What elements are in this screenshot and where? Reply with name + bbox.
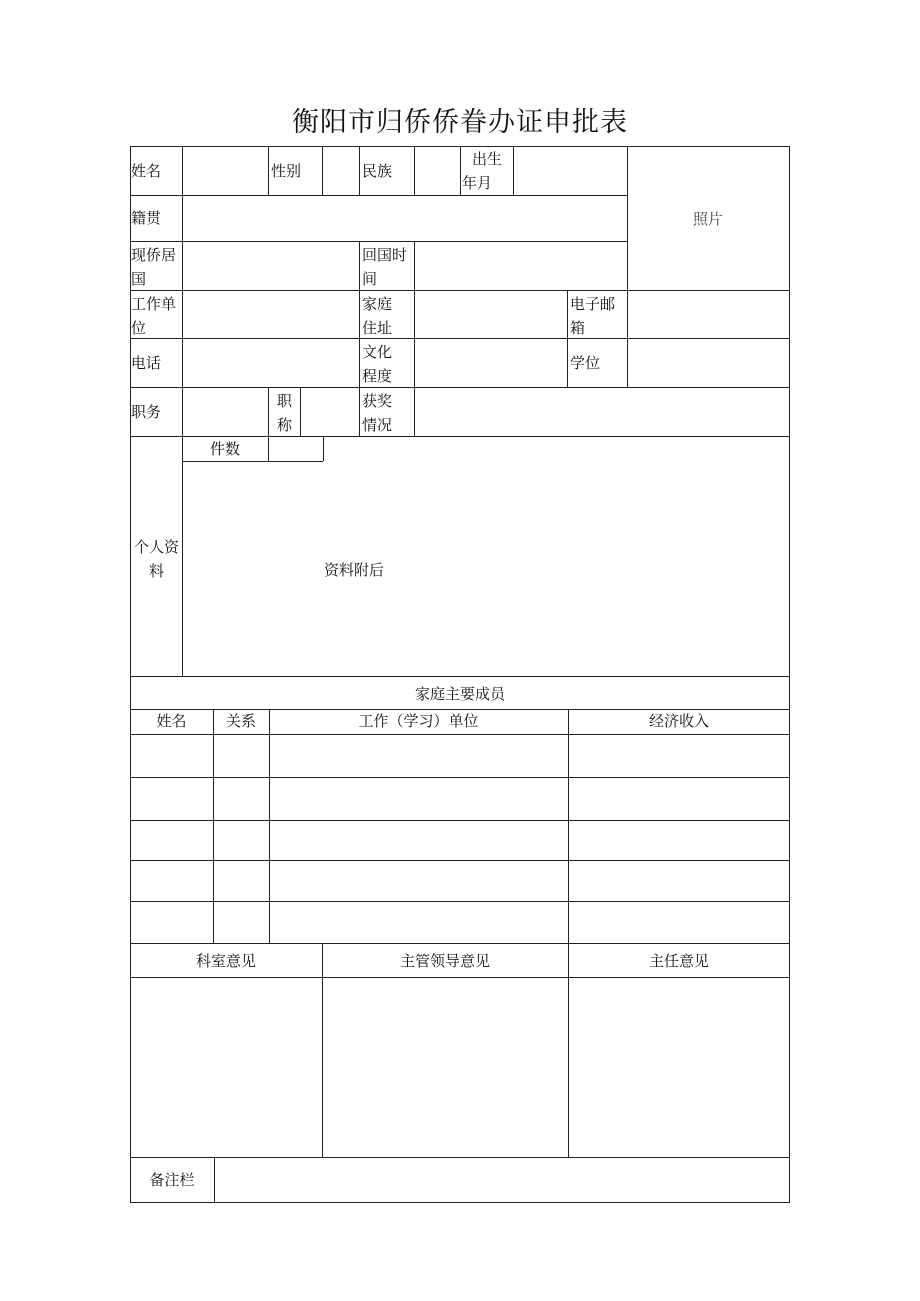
email-label: 电子邮箱 xyxy=(570,295,616,337)
native-place-field[interactable] xyxy=(183,196,627,241)
department-opinion-field[interactable] xyxy=(131,978,322,1157)
family-row[interactable] xyxy=(131,821,789,860)
form-title: 衡阳市归侨侨眷办证申批表 xyxy=(292,107,628,138)
family-col-relation: 关系 xyxy=(225,712,256,730)
ethnicity-field[interactable] xyxy=(415,147,460,195)
director-opinion-label: 主任意见 xyxy=(648,952,709,970)
residence-country-field[interactable] xyxy=(183,242,359,290)
phone-label: 电话 xyxy=(131,354,162,372)
remarks-label: 备注栏 xyxy=(149,1171,195,1189)
family-row[interactable] xyxy=(131,735,789,777)
position-field[interactable] xyxy=(183,388,268,436)
name-label: 姓名 xyxy=(131,162,162,180)
birth-field[interactable] xyxy=(514,147,627,195)
ethnicity-label: 民族 xyxy=(362,162,393,180)
home-address-field[interactable] xyxy=(415,291,567,338)
materials-label: 个人资料 xyxy=(133,538,179,580)
family-row[interactable] xyxy=(131,861,789,901)
leader-opinion-label: 主管领导意见 xyxy=(399,952,490,970)
leader-opinion-field[interactable] xyxy=(323,978,568,1157)
director-opinion-field[interactable] xyxy=(569,978,789,1157)
remarks-field[interactable] xyxy=(215,1158,789,1202)
home-address-label: 家庭住址 xyxy=(362,295,393,337)
return-time-label: 回国时间 xyxy=(362,246,408,288)
family-row[interactable] xyxy=(131,902,789,943)
materials-note: 资料附后 xyxy=(324,561,385,579)
title-field[interactable] xyxy=(301,388,359,436)
education-field[interactable] xyxy=(415,339,567,387)
count-label: 件数 xyxy=(210,440,241,458)
awards-label: 获奖情况 xyxy=(362,392,393,434)
education-label: 文化程度 xyxy=(362,343,393,385)
degree-field[interactable] xyxy=(628,339,789,387)
email-field[interactable] xyxy=(628,291,789,338)
count-field[interactable] xyxy=(269,437,323,461)
photo-label: 照片 xyxy=(693,210,724,228)
title-label: 职称 xyxy=(277,392,293,434)
family-row[interactable] xyxy=(131,778,789,820)
family-col-income: 经济收入 xyxy=(648,712,709,730)
awards-field[interactable] xyxy=(415,388,789,436)
phone-field[interactable] xyxy=(183,339,359,387)
family-heading: 家庭主要成员 xyxy=(414,685,505,703)
photo-box[interactable] xyxy=(628,147,789,290)
position-label: 职务 xyxy=(131,403,162,421)
family-col-work-unit: 工作（学习）单位 xyxy=(358,712,479,730)
work-unit-label: 工作单位 xyxy=(131,295,177,337)
gender-label: 性别 xyxy=(271,162,302,180)
work-unit-field[interactable] xyxy=(183,291,359,338)
name-field[interactable] xyxy=(183,147,268,195)
family-col-name: 姓名 xyxy=(156,712,187,730)
residence-country-label: 现侨居国 xyxy=(131,246,177,288)
return-time-field[interactable] xyxy=(415,242,627,290)
birth-label: 出生年月 xyxy=(462,150,503,192)
gender-field[interactable] xyxy=(323,147,359,195)
department-opinion-label: 科室意见 xyxy=(195,952,256,970)
degree-label: 学位 xyxy=(570,354,601,372)
native-place-label: 籍贯 xyxy=(131,209,162,227)
materials-area[interactable] xyxy=(183,462,789,676)
